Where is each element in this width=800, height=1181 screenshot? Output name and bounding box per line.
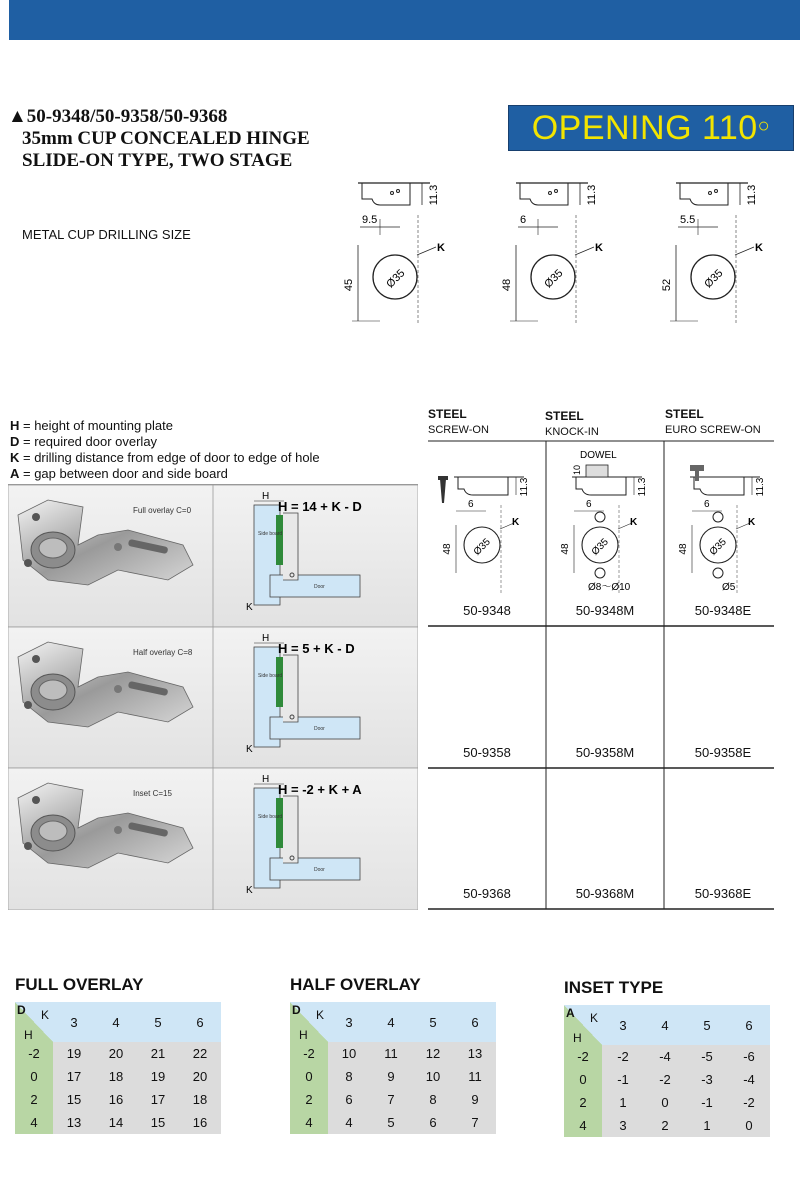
distance-dim: 48 [442,543,453,555]
table-cell: 13 [53,1111,95,1134]
row-header: 2 [564,1091,602,1114]
table-row [564,1114,770,1137]
h-label: H [262,774,270,785]
table-cell: 0 [728,1114,770,1137]
drill-diagram-2 [501,183,603,325]
table-cell: 9 [454,1088,496,1111]
table-cell: 5 [370,1111,412,1134]
table-cell: 16 [179,1111,221,1134]
model-50-9348m: 50-9348M [575,603,635,618]
drill-diagram-1 [343,183,445,325]
table-cell: 15 [53,1088,95,1111]
table-row [564,1068,770,1091]
table-cell: 4 [328,1111,370,1134]
k-label: K [246,602,253,613]
table-cell: 10 [412,1065,454,1088]
row-header: -2 [290,1042,328,1065]
table-row [564,1045,770,1068]
k-label: K [437,242,445,254]
model-50-9358e: 50-9358E [694,745,752,760]
top-banner [9,0,800,40]
distance-dim: 48 [678,543,689,555]
legend-a: A = gap between door and side board [10,466,228,481]
table-cell: 8 [328,1065,370,1088]
k-label: K [595,242,603,254]
model-50-9348e: 50-9348E [694,603,752,618]
title-line-1: 35mm CUP CONCEALED HINGE [22,128,310,149]
column-header: 6 [728,1005,770,1045]
drill-diagram-3 [661,183,763,325]
row-header: 0 [290,1065,328,1088]
table-cell: -2 [644,1068,686,1091]
table-cell: 14 [95,1111,137,1134]
row-header: 2 [15,1088,53,1111]
offset-dim: 6 [468,499,474,510]
table-cell: 18 [95,1065,137,1088]
table-cell: 19 [53,1042,95,1065]
legend [10,418,320,482]
col1-type: SCREW-ON [428,424,489,436]
cup-profile [680,183,728,205]
door-label: Door [314,584,325,590]
hole-label: Ø5 [722,582,736,593]
overlay-table [564,1005,770,1137]
col3-type: EURO SCREW-ON [665,424,761,436]
title-line-2: SLIDE-ON TYPE, TWO STAGE [22,150,293,171]
table-cell: 11 [370,1042,412,1065]
column-header: 4 [644,1005,686,1045]
column-diagram-1 [438,476,530,595]
corner-cell: A K H [564,1005,602,1045]
half-overlay-title: HALF OVERLAY [290,975,421,994]
header-block [8,106,310,172]
row-header: -2 [15,1042,53,1065]
h-label: H [262,491,270,502]
table-cell: -2 [602,1045,644,1068]
drilling-diagrams [340,175,800,335]
column-header: 6 [179,1002,221,1042]
legend-d: D = required door overlay [10,434,158,449]
model-50-9368m: 50-9368M [575,886,635,901]
half-overlay-table [290,1002,496,1134]
cup-diameter: Ø35 [707,536,729,558]
table-cell: 17 [137,1088,179,1111]
model-50-9358m: 50-9358M [575,745,635,760]
column-header: 4 [370,1002,412,1042]
distance-dim: 48 [560,543,571,555]
table-cell: 7 [370,1088,412,1111]
table-row [564,1091,770,1114]
table-row [290,1065,496,1088]
offset-dim: 6 [704,499,710,510]
model-50-9368e: 50-9368E [694,886,752,901]
cup-diameter: Ø35 [589,536,611,558]
side-board-label: Side board [258,531,283,537]
table-cell: -6 [728,1045,770,1068]
table-cell: 6 [328,1088,370,1111]
table-row [290,1042,496,1065]
table-row [15,1088,221,1111]
height-dim: 11.3 [519,477,530,497]
table-cell: 1 [602,1091,644,1114]
model-50-9348: 50-9348 [463,603,511,618]
table-cell: 21 [137,1042,179,1065]
table-cell: -4 [644,1045,686,1068]
full-overlay-table [15,1002,221,1134]
column-header: 5 [412,1002,454,1042]
column-header: 5 [686,1005,728,1045]
row-header: 4 [15,1111,53,1134]
degree-symbol: ○ [757,115,771,137]
inset-type-title: INSET TYPE [564,978,664,997]
table-cell: 16 [95,1088,137,1111]
column-header: 5 [137,1002,179,1042]
table-cell: 3 [602,1114,644,1137]
column-header: 3 [53,1002,95,1042]
column-diagram-2 [560,450,648,595]
table-cell: 2 [644,1114,686,1137]
height-dim: 11.3 [428,184,440,206]
cup-diameter: Ø35 [702,267,726,291]
cup-diameter: Ø35 [384,267,408,291]
table-cell: -2 [728,1091,770,1114]
formula: H = -2 + K + A [278,782,362,797]
table-cell: -1 [602,1068,644,1091]
k-label: K [512,517,520,528]
full-overlay-section [15,975,221,1134]
opening-text: OPENING 110 [531,109,758,147]
table-cell: 1 [686,1114,728,1137]
formula: H = 14 + K - D [278,499,362,514]
table-cell: 17 [53,1065,95,1088]
k-label: K [246,744,253,755]
offset-dim: 5.5 [680,214,696,226]
side-board-label: Side board [258,814,283,820]
row-header: 0 [564,1068,602,1091]
header-row [290,1002,496,1042]
table-cell: 15 [137,1111,179,1134]
offset-dim: 9.5 [362,214,378,226]
corner-cell: D K H [15,1002,53,1042]
k-label: K [630,517,638,528]
side-board-label: Side board [258,673,283,679]
table-cell: 18 [179,1088,221,1111]
h-label: H [262,633,270,644]
corner-cell: D K H [290,1002,328,1042]
opening-badge [508,105,794,151]
overlay-caption: Inset C=15 [133,789,172,798]
k-label: K [246,885,253,896]
model-50-9358: 50-9358 [463,745,511,760]
column-header: 3 [328,1002,370,1042]
inset-type-section [564,978,770,1137]
hole-label: Ø8～Ø10 [588,582,631,593]
column-diagram-3 [678,465,766,595]
header-row [15,1002,221,1042]
dowel-label: DOWEL [580,450,617,461]
header-row [564,1005,770,1045]
cup-profile [362,183,410,205]
column-header: 3 [602,1005,644,1045]
row-header: 2 [290,1088,328,1111]
cup-diameter: Ø35 [471,536,493,558]
table-cell: 0 [644,1091,686,1114]
table-row [15,1042,221,1065]
table-row [290,1111,496,1134]
height-dim: 11.3 [746,184,758,206]
model-grid-svg [428,405,774,910]
overlay-row-3 [8,768,418,910]
height-dim: 11.3 [586,184,598,206]
table-cell: 13 [454,1042,496,1065]
col3-material: STEEL [665,407,704,421]
top-dim: 10 [572,464,582,475]
row-header: 0 [15,1065,53,1088]
table-cell: 7 [454,1111,496,1134]
full-overlay-title: FULL OVERLAY [15,975,144,994]
overlay-panels-svg [8,485,418,910]
table-cell: -3 [686,1068,728,1091]
legend-k: K = drilling distance from edge of door to edge of hole [10,450,320,465]
table-cell: 11 [454,1065,496,1088]
distance-dim: 48 [501,278,513,292]
table-cell: 20 [179,1065,221,1088]
k-label: K [755,242,763,254]
table-cell: -4 [728,1068,770,1091]
table-row [15,1065,221,1088]
drilling-diagrams-svg [340,175,800,335]
table-cell: 12 [412,1042,454,1065]
cup-diameter: Ø35 [542,267,566,291]
row-header: 4 [290,1111,328,1134]
table-cell: 10 [328,1042,370,1065]
formula: H = 5 + K - D [278,641,355,656]
distance-dim: 45 [343,278,355,292]
height-dim: 11.3 [755,477,766,497]
model-50-9368: 50-9368 [463,886,511,901]
inset-type-table [564,1005,770,1137]
door-label: Door [314,726,325,732]
row-header: 4 [564,1114,602,1137]
k-label: K [748,517,756,528]
offset-dim: 6 [520,214,527,226]
overlay-table [290,1002,496,1134]
table-cell: 8 [412,1088,454,1111]
overlay-panels [8,484,418,910]
col2-type: KNOCK-IN [545,426,599,438]
overlay-table [15,1002,221,1134]
overlay-caption: Full overlay C=0 [133,506,192,515]
distance-dim: 52 [661,278,673,292]
model-numbers: ▲50-9348/50-9358/50-9368 [8,106,228,127]
column-header: 6 [454,1002,496,1042]
table-row [15,1111,221,1134]
model-grid [428,405,774,910]
door-label: Door [314,867,325,873]
overlay-row-1 [8,485,418,627]
table-cell: 19 [137,1065,179,1088]
height-dim: 11.3 [637,477,648,497]
col1-material: STEEL [428,407,467,421]
legend-h: H = height of mounting plate [10,418,173,433]
table-cell: 9 [370,1065,412,1088]
overlay-caption: Half overlay C=8 [133,648,193,657]
table-cell: -5 [686,1045,728,1068]
table-row [290,1088,496,1111]
col2-material: STEEL [545,409,584,423]
table-cell: 22 [179,1042,221,1065]
table-cell: 20 [95,1042,137,1065]
column-header: 4 [95,1002,137,1042]
row-header: -2 [564,1045,602,1068]
table-cell: 6 [412,1111,454,1134]
table-cell: -1 [686,1091,728,1114]
drilling-label: METAL CUP DRILLING SIZE [22,227,191,242]
half-overlay-section [290,975,496,1134]
overlay-row-2 [8,627,418,768]
offset-dim: 6 [586,499,592,510]
cup-profile [520,183,568,205]
